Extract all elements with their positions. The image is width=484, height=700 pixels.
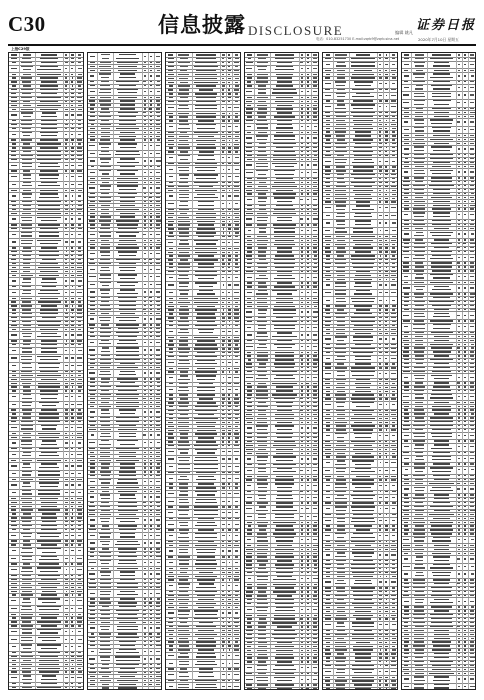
section-title: 信息披露 <box>158 12 246 37</box>
contact-line: 电话：010-83251730 E-mail:zqrb9@zqrb.sina.net <box>316 37 400 41</box>
table-row <box>402 683 476 690</box>
table-row <box>245 687 319 690</box>
table-row <box>9 686 83 690</box>
section-title-en: DISCLOSURE <box>248 23 344 38</box>
disclosure-table-area <box>8 52 476 690</box>
date-line: 2020年7月10日 星期五 <box>418 37 459 42</box>
masthead <box>0 0 484 44</box>
table-row <box>88 686 162 690</box>
table-column <box>165 52 241 690</box>
table-row <box>323 687 397 690</box>
masthead-rule <box>8 44 476 46</box>
table-row <box>166 683 240 691</box>
page-number: C30 <box>8 12 46 36</box>
table-column <box>87 52 163 690</box>
table-column <box>401 52 477 690</box>
table-heading: 上接C29版 <box>11 47 30 51</box>
edition-info: 编辑 姚凡 <box>395 30 414 35</box>
newspaper-logo: 证券日报 <box>416 18 477 33</box>
table-column <box>8 52 84 690</box>
table-column <box>244 52 320 690</box>
table-column <box>322 52 398 690</box>
